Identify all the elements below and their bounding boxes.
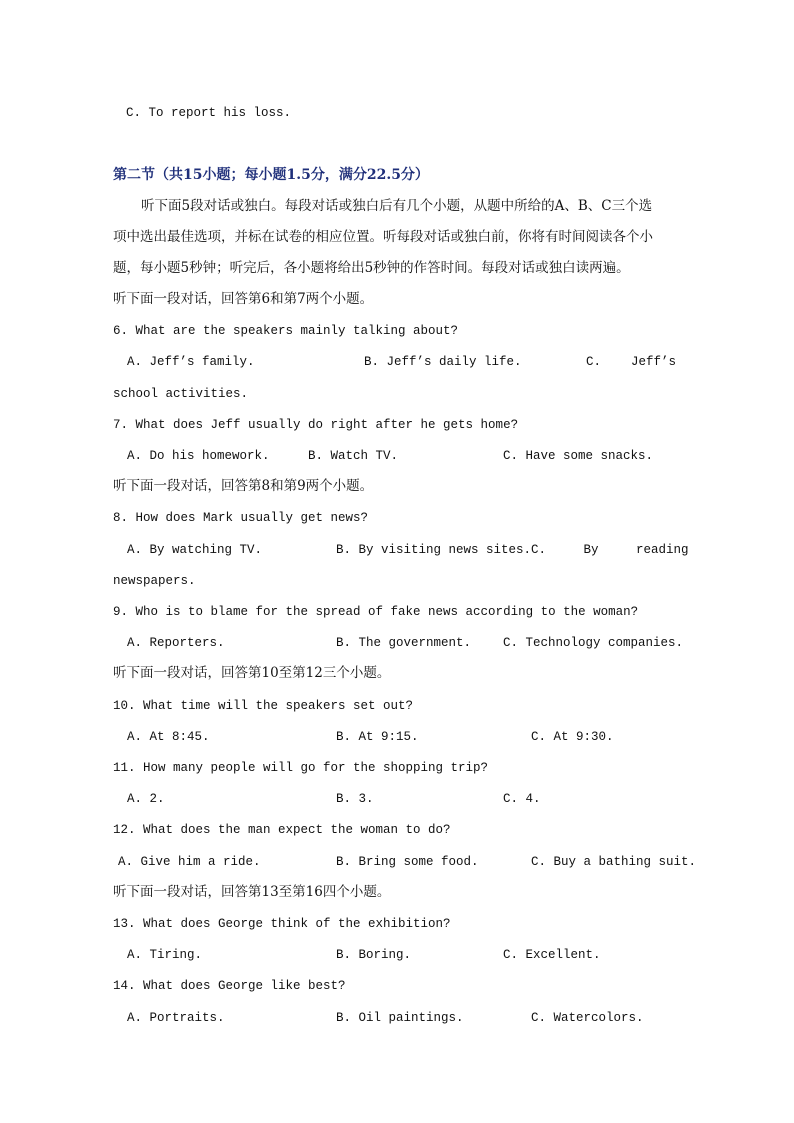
q11-option-c: C. 4. <box>503 792 541 806</box>
q10-option-a: A. At 8:45. <box>127 730 210 744</box>
q6-option-c: C. Jeff’s <box>586 355 677 369</box>
question-stem-13: 13. What does George think of the exhibition? <box>113 917 451 931</box>
q7-option-b: B. Watch TV. <box>308 449 399 463</box>
dialog-intro-3: 听下面一段对话，回答第10至第12三个小题。 <box>113 665 391 681</box>
q6-option-a: A. Jeff’s family. <box>127 355 255 369</box>
question-stem-11: 11. How many people will go for the shopping trip? <box>113 761 489 775</box>
question-stem-7: 7. What does Jeff usually do right after he gets home? <box>113 418 519 432</box>
q13-option-c: C. Excellent. <box>503 948 601 962</box>
q11-option-a: A. 2. <box>127 792 165 806</box>
question-stem-12: 12. What does the man expect the woman to do? <box>113 823 451 837</box>
q14-option-b: B. Oil paintings. <box>336 1011 464 1025</box>
dialog-intro-1: 听下面一段对话，回答第6和第7两个小题。 <box>113 291 374 307</box>
dialog-intro-4: 听下面一段对话，回答第13至第16四个小题。 <box>113 884 391 900</box>
q9-option-c: C. Technology companies. <box>503 636 684 650</box>
q8-option-b: B. By visiting news sites. <box>336 543 532 557</box>
q9-option-b: B. The government. <box>336 636 472 650</box>
q13-option-a: A. Tiring. <box>127 948 203 962</box>
q6-option-b: B. Jeff’s daily life. <box>364 355 522 369</box>
q9-option-a: A. Reporters. <box>127 636 225 650</box>
q7-option-c: C. Have some snacks. <box>503 449 654 463</box>
dialog-intro-2: 听下面一段对话，回答第8和第9两个小题。 <box>113 478 374 494</box>
q11-option-b: B. 3. <box>336 792 374 806</box>
instructions-line-1: 听下面5段对话或独白。每段对话或独白后有几个小题，从题中所给的A、B、C三个选 <box>141 198 653 214</box>
question-stem-6: 6. What are the speakers mainly talking about? <box>113 324 459 338</box>
q14-option-a: A. Portraits. <box>127 1011 225 1025</box>
q12-option-a: A. Give him a ride. <box>118 855 261 869</box>
question-stem-10: 10. What time will the speakers set out? <box>113 699 414 713</box>
q7-option-a: A. Do his homework. <box>127 449 270 463</box>
instructions-line-2: 项中选出最佳选项，并标在试卷的相应位置。听每段对话或独白前，你将有时间阅读各个小 <box>113 229 653 245</box>
option-c-previous: C. To report his loss. <box>126 106 292 120</box>
question-stem-9: 9. Who is to blame for the spread of fake news according to the woman? <box>113 605 639 619</box>
q14-option-c: C. Watercolors. <box>531 1011 644 1025</box>
q8-option-c-continued: newspapers. <box>113 574 196 588</box>
q12-option-c: C. Buy a bathing suit. <box>531 855 697 869</box>
q10-option-c: C. At 9:30. <box>531 730 614 744</box>
section-title: 第二节（共15小题；每小题1.5分，满分22.5分） <box>113 167 429 183</box>
q8-option-a: A. By watching TV. <box>127 543 263 557</box>
q8-option-c: C. By reading <box>531 543 689 557</box>
q10-option-b: B. At 9:15. <box>336 730 419 744</box>
question-stem-8: 8. How does Mark usually get news? <box>113 511 369 525</box>
instructions-line-3: 题，每小题5秒钟；听完后，各小题将给出5秒钟的作答时间。每段对话或独白读两遍。 <box>113 260 630 276</box>
q13-option-b: B. Boring. <box>336 948 412 962</box>
q12-option-b: B. Bring some food. <box>336 855 479 869</box>
question-stem-14: 14. What does George like best? <box>113 979 346 993</box>
q6-option-c-continued: school activities. <box>113 387 249 401</box>
